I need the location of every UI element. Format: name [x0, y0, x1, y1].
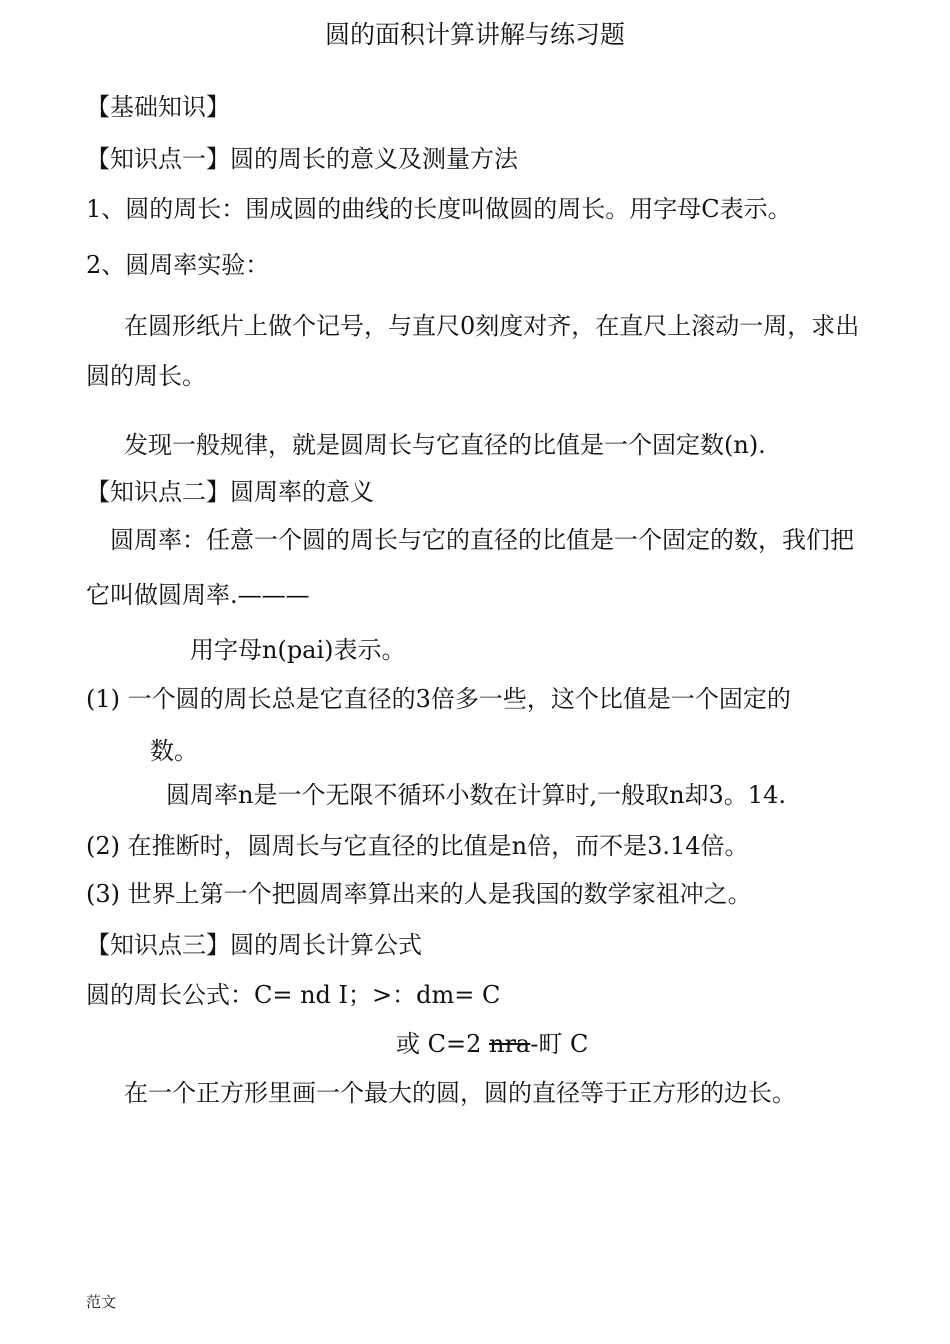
- kp3-formula-2: [396, 1029, 588, 1059]
- section-heading-basic: 【基础知识】: [86, 93, 230, 121]
- kp1-experiment-line-2: 圆的周长。: [86, 362, 206, 390]
- kp2-point-2: (2) 在推断时，圆周长与它直径的比值是n倍，而不是3.14倍。: [86, 832, 749, 860]
- kp2-definition-line-2: 它叫做圆周率.———: [86, 581, 310, 609]
- kp2-point-1-line-1: (1) 一个圆的周长总是它直径的3倍多一些，这个比值是一个固定的: [86, 685, 791, 713]
- kp2-point-1-line-2: 数。: [150, 737, 198, 765]
- kp1-rule: 发现一般规律，就是圆周长与它直径的比值是一个固定数(n).: [124, 431, 766, 459]
- kp1-item-1: 1、圆的周长：围成圆的曲线的长度叫做圆的周长。用字母C表示。: [86, 195, 792, 223]
- kp3-formula-2-suffix: -町 C: [530, 1030, 589, 1058]
- kp3-formula-2-struck: nra: [489, 1030, 531, 1058]
- kp2-point-3: (3) 世界上第一个把圆周率算出来的人是我国的数学家祖冲之。: [86, 880, 752, 908]
- page-footer-label: 范文: [86, 1293, 117, 1311]
- knowledge-point-1-heading: 【知识点一】圆的周长的意义及测量方法: [86, 145, 518, 173]
- kp2-point-1-line-3: 圆周率n是一个无限不循环小数在计算时,一般取n却3。14.: [166, 781, 786, 809]
- kp3-formula-2-prefix: 或 C=2: [396, 1030, 489, 1058]
- kp1-experiment-line-1: 在圆形纸片上做个记号，与直尺0刻度对齐，在直尺上滚动一周，求出: [124, 312, 860, 340]
- kp2-definition-line-1: 圆周率：任意一个圆的周长与它的直径的比值是一个固定的数，我们把: [110, 526, 854, 554]
- kp2-symbol-line: 用字母n(pai)表示。: [190, 636, 406, 664]
- knowledge-point-3-heading: 【知识点三】圆的周长计算公式: [86, 931, 422, 959]
- kp3-formula-1: 圆的周长公式：C= nd I；>：dm= C: [86, 981, 501, 1009]
- document-title: 圆的面积计算讲解与练习题: [324, 20, 625, 49]
- kp1-item-2: 2、圆周率实验：: [86, 251, 270, 279]
- knowledge-point-2-heading: 【知识点二】圆周率的意义: [86, 478, 374, 506]
- kp3-note: 在一个正方形里画一个最大的圆，圆的直径等于正方形的边长。: [124, 1079, 796, 1107]
